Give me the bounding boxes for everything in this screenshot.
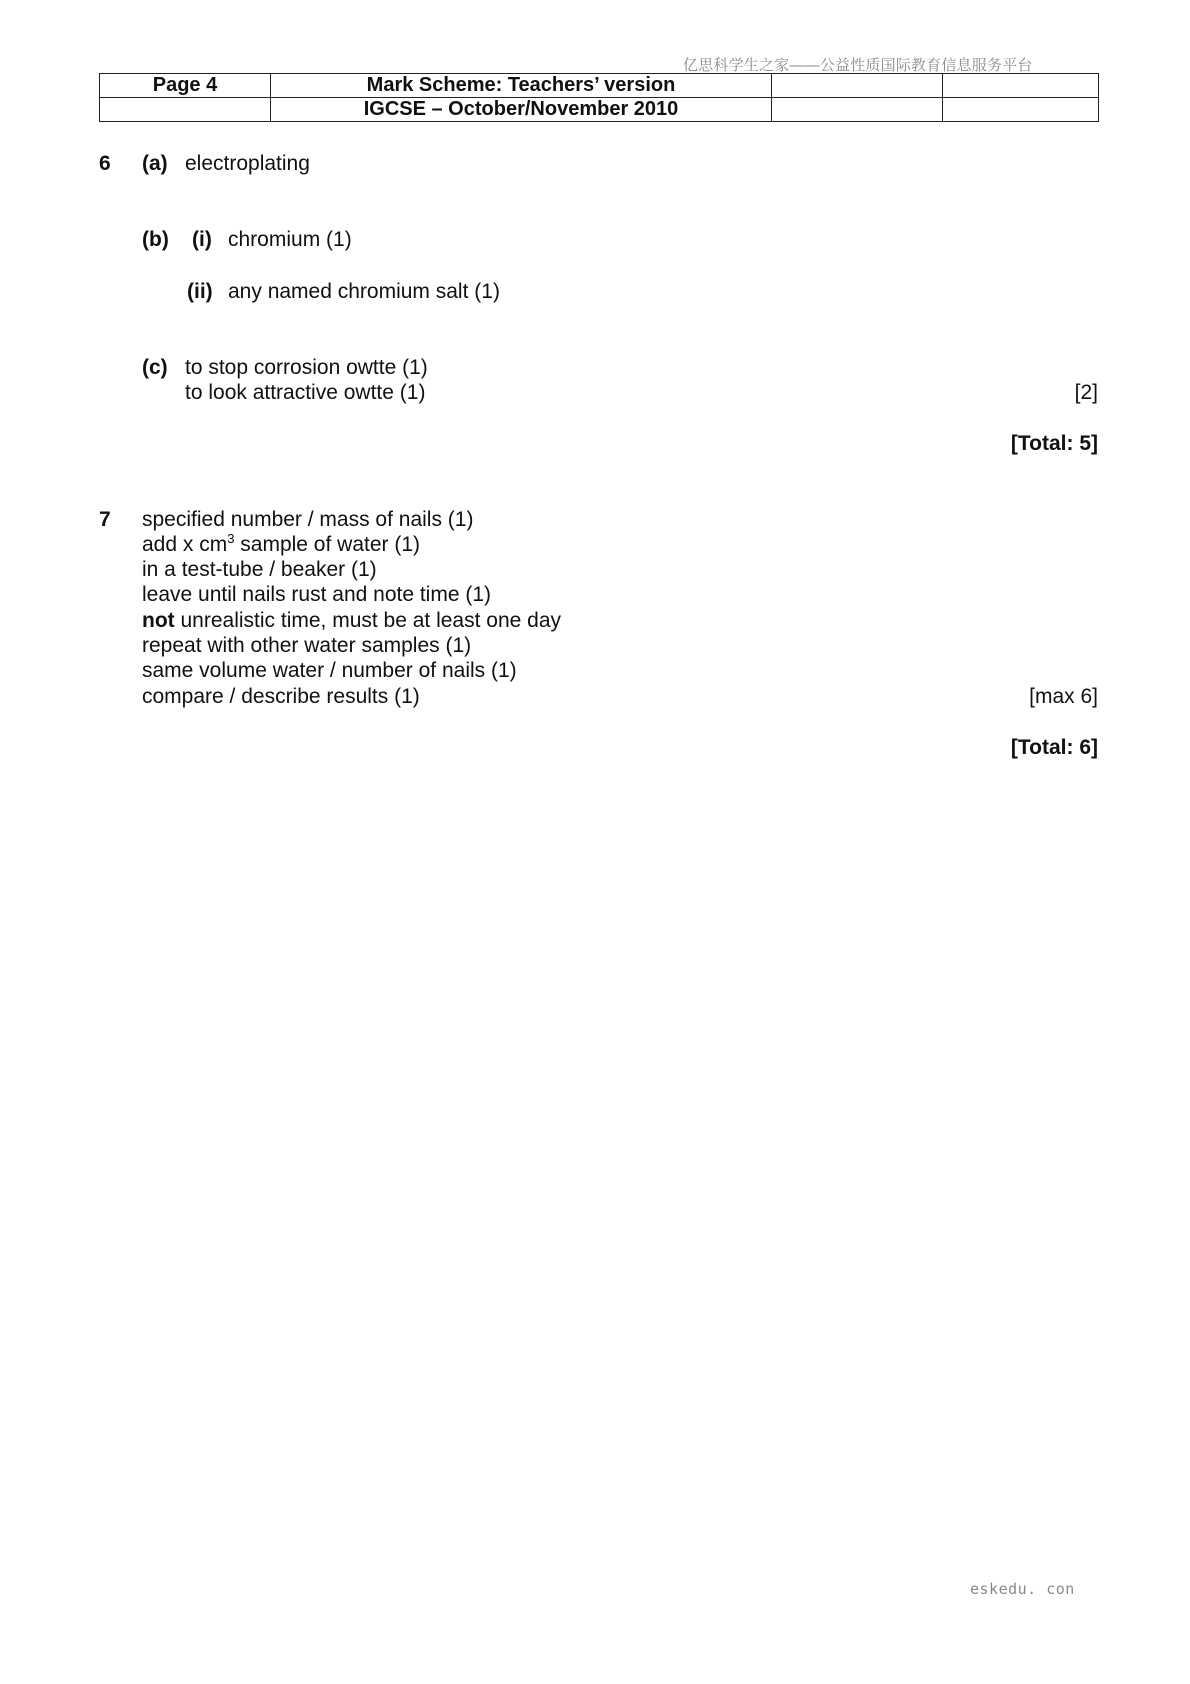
question-6-number: 6 bbox=[99, 152, 111, 175]
q6-b-ii-answer: any named chromium salt (1) bbox=[228, 280, 500, 303]
q7-answer-line-8: compare / describe results (1) bbox=[142, 685, 420, 708]
q6-c-label: (c) bbox=[142, 356, 168, 379]
q7-line2-end: sample of water (1) bbox=[234, 533, 421, 556]
q7-mark: [max 6] bbox=[1029, 685, 1098, 708]
header-empty-cell bbox=[943, 74, 1099, 98]
q7-line2-start: add x cm bbox=[142, 533, 228, 556]
header-table bbox=[99, 73, 1099, 122]
q7-answer-line-4: leave until nails rust and note time (1) bbox=[142, 583, 492, 606]
q7-answer-line-6: repeat with other water samples (1) bbox=[142, 634, 472, 657]
q6-a-answer: electroplating bbox=[185, 152, 310, 175]
document-subtitle: IGCSE – October/November 2010 bbox=[271, 98, 772, 122]
q6-b-i-answer: chromium (1) bbox=[228, 228, 352, 251]
superscript-3: 3 bbox=[227, 531, 235, 546]
q6-c-answer-line-2: to look attractive owtte (1) bbox=[185, 381, 426, 404]
q7-not-keyword: not bbox=[142, 609, 175, 632]
header-row-1 bbox=[100, 74, 1099, 98]
watermark-bottom: eskedu. con bbox=[970, 1580, 1075, 1598]
q6-c-answer-line-1: to stop corrosion owtte (1) bbox=[185, 356, 428, 379]
header-empty-cell bbox=[943, 98, 1099, 122]
header-empty-cell bbox=[772, 74, 943, 98]
q7-answer-line-7: same volume water / number of nails (1) bbox=[142, 659, 517, 682]
header-row-2 bbox=[100, 98, 1099, 122]
q6-b-i-label: (i) bbox=[192, 228, 212, 251]
header-empty-cell bbox=[772, 98, 943, 122]
watermark-top: 亿思科学生之家——公益性质国际教育信息服务平台 bbox=[683, 57, 1033, 74]
q7-answer-line-5 bbox=[142, 608, 561, 633]
q6-b-ii-label: (ii) bbox=[187, 280, 213, 303]
q7-line5-rest: unrealistic time, must be at least one day bbox=[174, 609, 562, 632]
q7-total: [Total: 6] bbox=[1010, 736, 1098, 759]
q6-a-label: (a) bbox=[142, 152, 168, 175]
header-empty-cell bbox=[100, 98, 271, 122]
q7-answer-line-3: in a test-tube / beaker (1) bbox=[142, 558, 377, 581]
q6-b-label: (b) bbox=[142, 228, 169, 251]
q7-answer-line-1: specified number / mass of nails (1) bbox=[142, 508, 474, 531]
q6-c-mark: [2] bbox=[1074, 381, 1098, 404]
page-number: Page 4 bbox=[100, 74, 271, 98]
document-title: Mark Scheme: Teachers’ version bbox=[271, 74, 772, 98]
question-7-number: 7 bbox=[99, 508, 111, 531]
q6-total: [Total: 5] bbox=[1010, 432, 1098, 455]
q7-answer-line-2 bbox=[142, 532, 420, 557]
